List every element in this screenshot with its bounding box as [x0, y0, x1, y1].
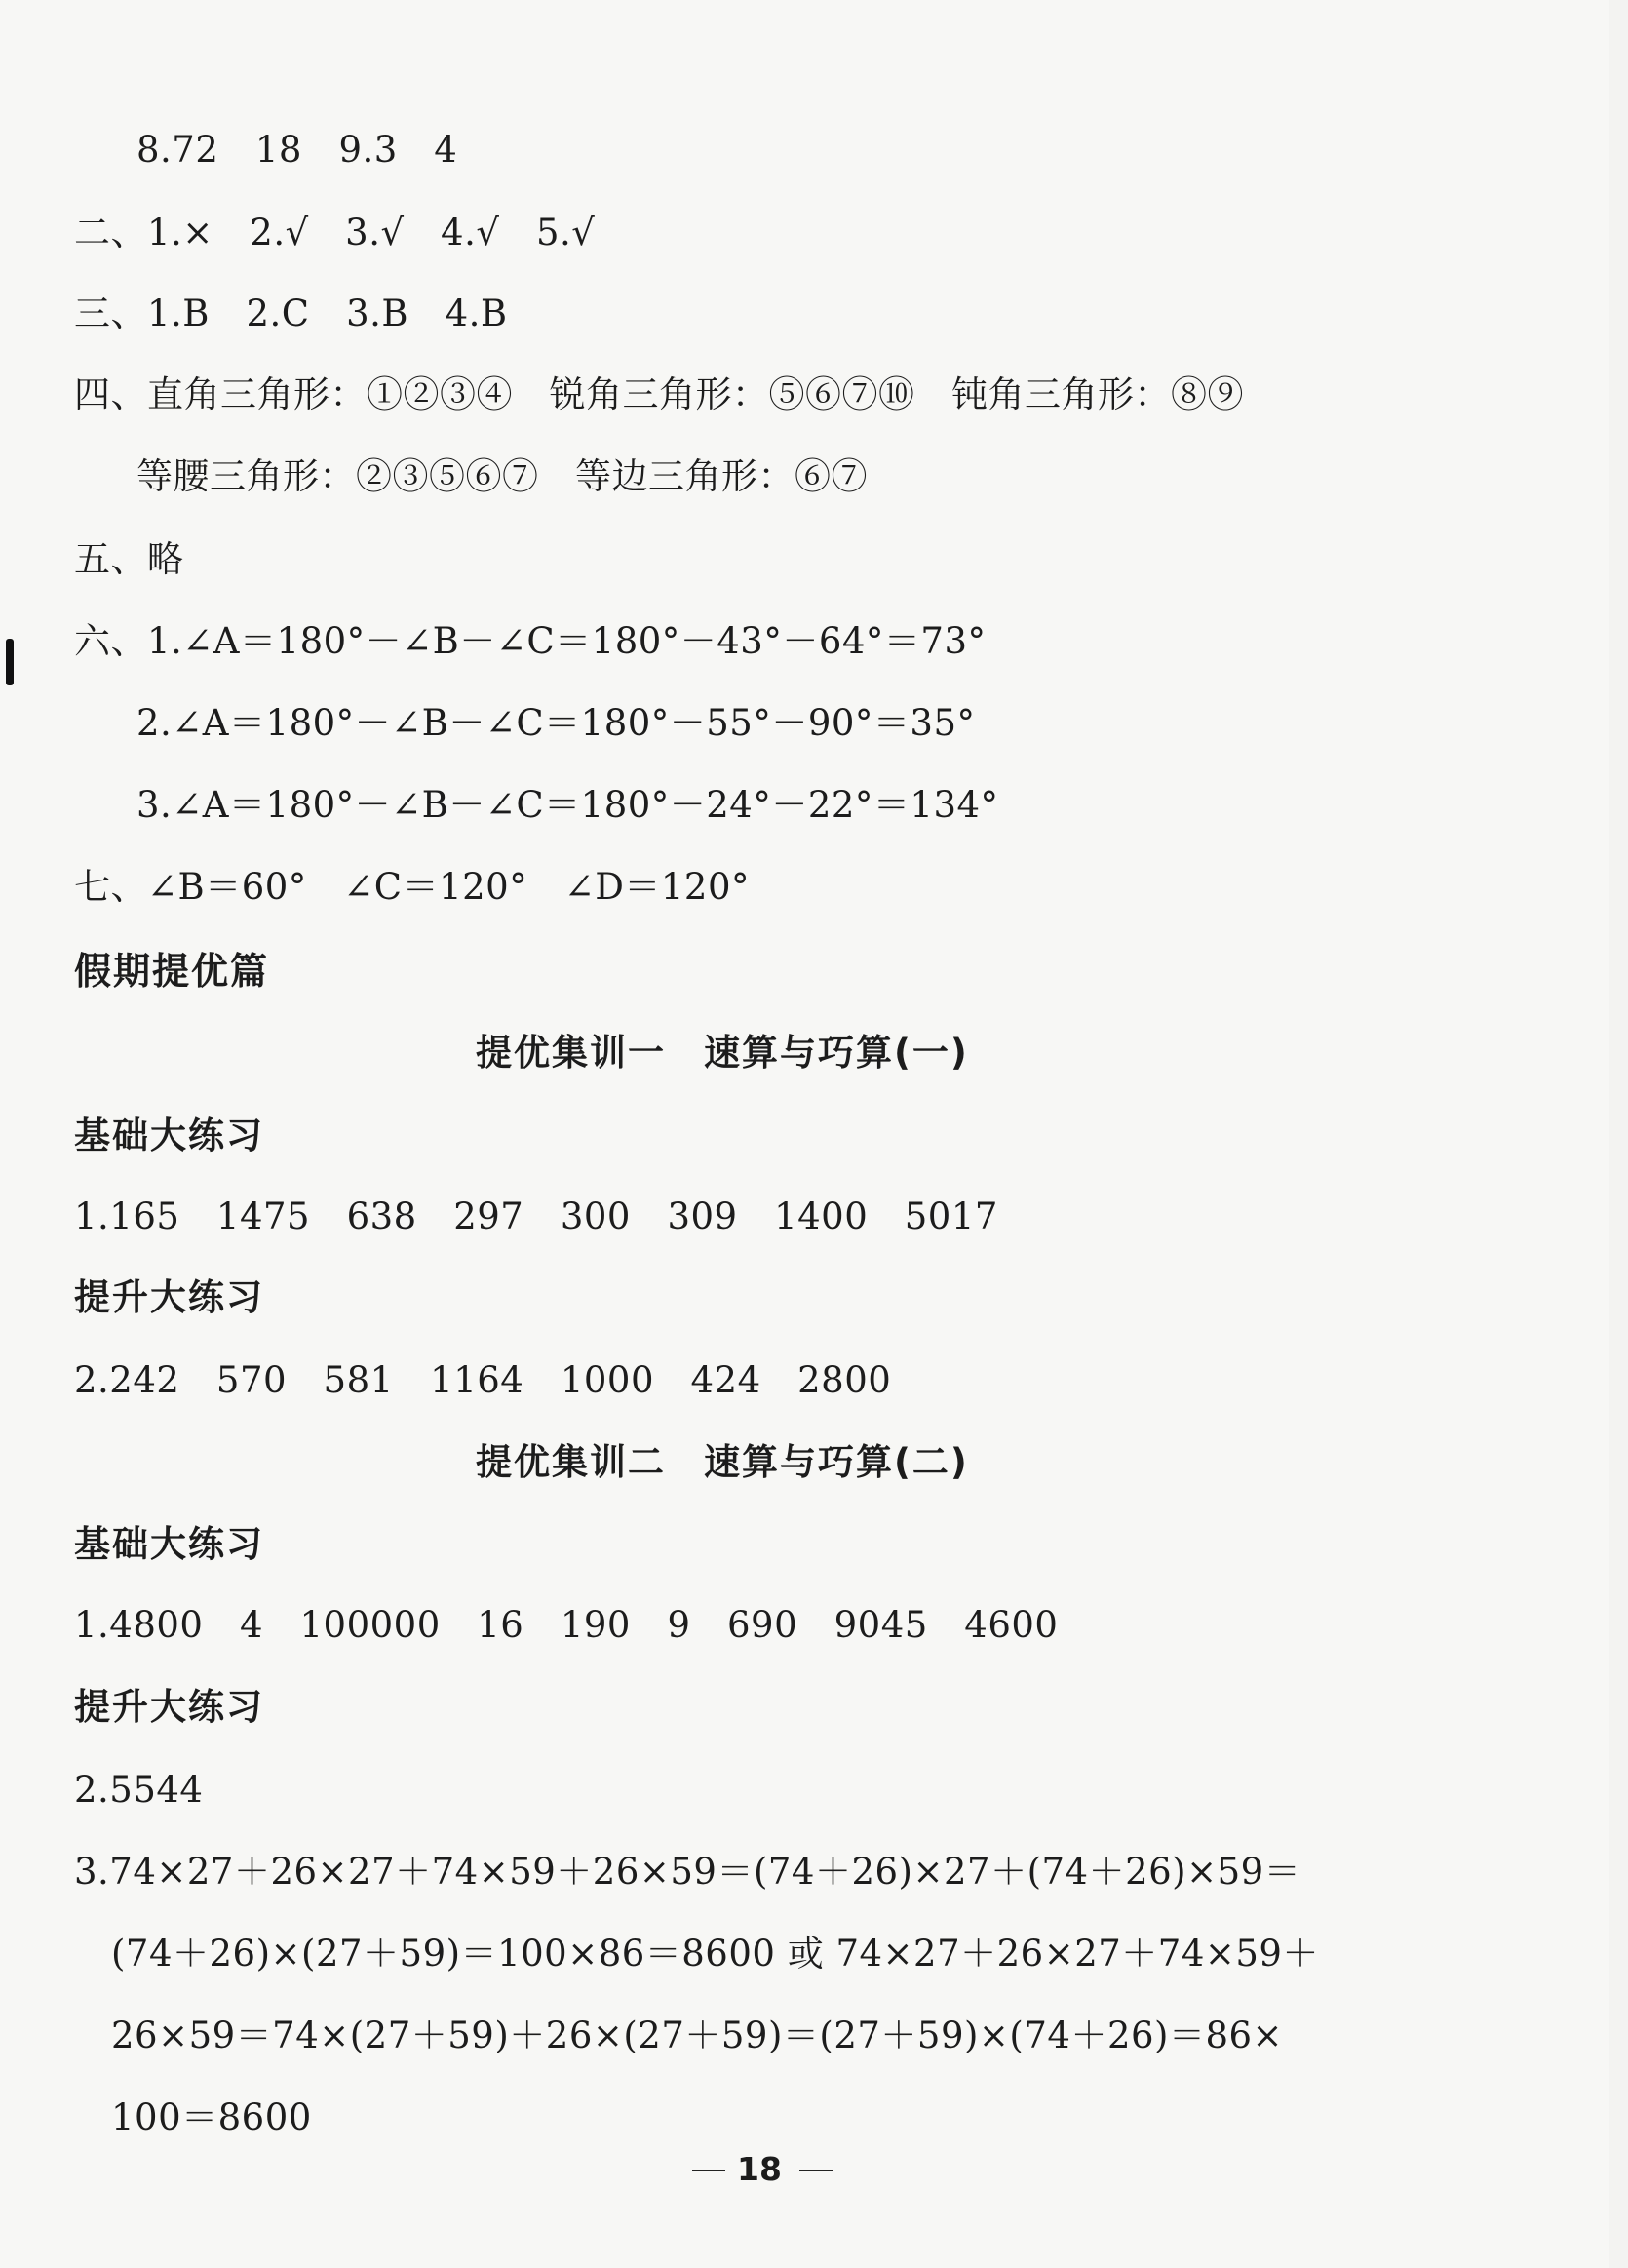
answer-line-advanced-3-cont-3: 100＝8600 [111, 2096, 312, 2138]
answer-line-basic-1: 1.165 1475 638 297 300 309 1400 5017 [74, 1195, 998, 1237]
answer-line-section-4-cont: 等腰三角形：②③⑤⑥⑦ 等边三角形：⑥⑦ [136, 455, 868, 497]
answer-line-advanced-3: 3.74×27＋26×27＋74×59＋26×59＝(74＋26)×27＋(74＋26)×59＝ [74, 1851, 1301, 1893]
section-heading-advanced-1: 提升大练习 [74, 1276, 264, 1318]
answer-line-section-3: 三、1.B 2.C 3.B 4.B [74, 293, 508, 334]
section-heading-basic-1: 基础大练习 [74, 1114, 264, 1156]
answer-line-advanced-2: 2.5544 [74, 1769, 204, 1811]
answer-line-section-7: 七、∠B＝60° ∠C＝120° ∠D＝120° [74, 866, 750, 908]
answer-line-section-6-1: 六、1.∠A＝180°－∠B－∠C＝180°－43°－64°＝73° [74, 620, 987, 662]
training-title-2: 提优集训二 速算与巧算(二) [476, 1441, 969, 1483]
answer-line-advanced-3-cont-2: 26×59＝74×(27＋59)＋26×(27＋59)＝(27＋59)×(74＋26)＝86× [111, 2014, 1284, 2056]
answer-line-section-2: 二、1.× 2.√ 3.√ 4.√ 5.√ [74, 212, 596, 254]
section-heading-basic-2: 基础大练习 [74, 1523, 264, 1565]
section-heading-advanced-2: 提升大练习 [74, 1686, 264, 1728]
page-number-dash-right [799, 2170, 833, 2171]
answer-line-section-4: 四、直角三角形：①②③④ 锐角三角形：⑤⑥⑦⑩ 钝角三角形：⑧⑨ [74, 373, 1244, 415]
answer-line-advanced-3-cont-1: (74＋26)×(27＋59)＝100×86＝8600 或 74×27＋26×27＋74×59＋ [111, 1933, 1319, 1975]
scan-edge-mark [6, 639, 14, 685]
answer-line-section-6-3: 3.∠A＝180°－∠B－∠C＝180°－24°－22°＝134° [136, 784, 999, 826]
page-number: 18 [737, 2150, 782, 2188]
answer-line-advanced-1: 2.242 570 581 1164 1000 424 2800 [74, 1359, 892, 1401]
answer-line-section-6-2: 2.∠A＝180°－∠B－∠C＝180°－55°－90°＝35° [136, 702, 976, 744]
training-title-1: 提优集训一 速算与巧算(一) [476, 1032, 969, 1074]
page-number-dash-left [692, 2170, 725, 2171]
part-heading: 假期提优篇 [74, 950, 270, 993]
answer-line-section-5: 五、略 [74, 538, 184, 580]
answer-line-basic-2: 1.4800 4 100000 16 190 9 690 9045 4600 [74, 1604, 1059, 1646]
answer-line-8-9: 8.72 18 9.3 4 [136, 129, 458, 171]
